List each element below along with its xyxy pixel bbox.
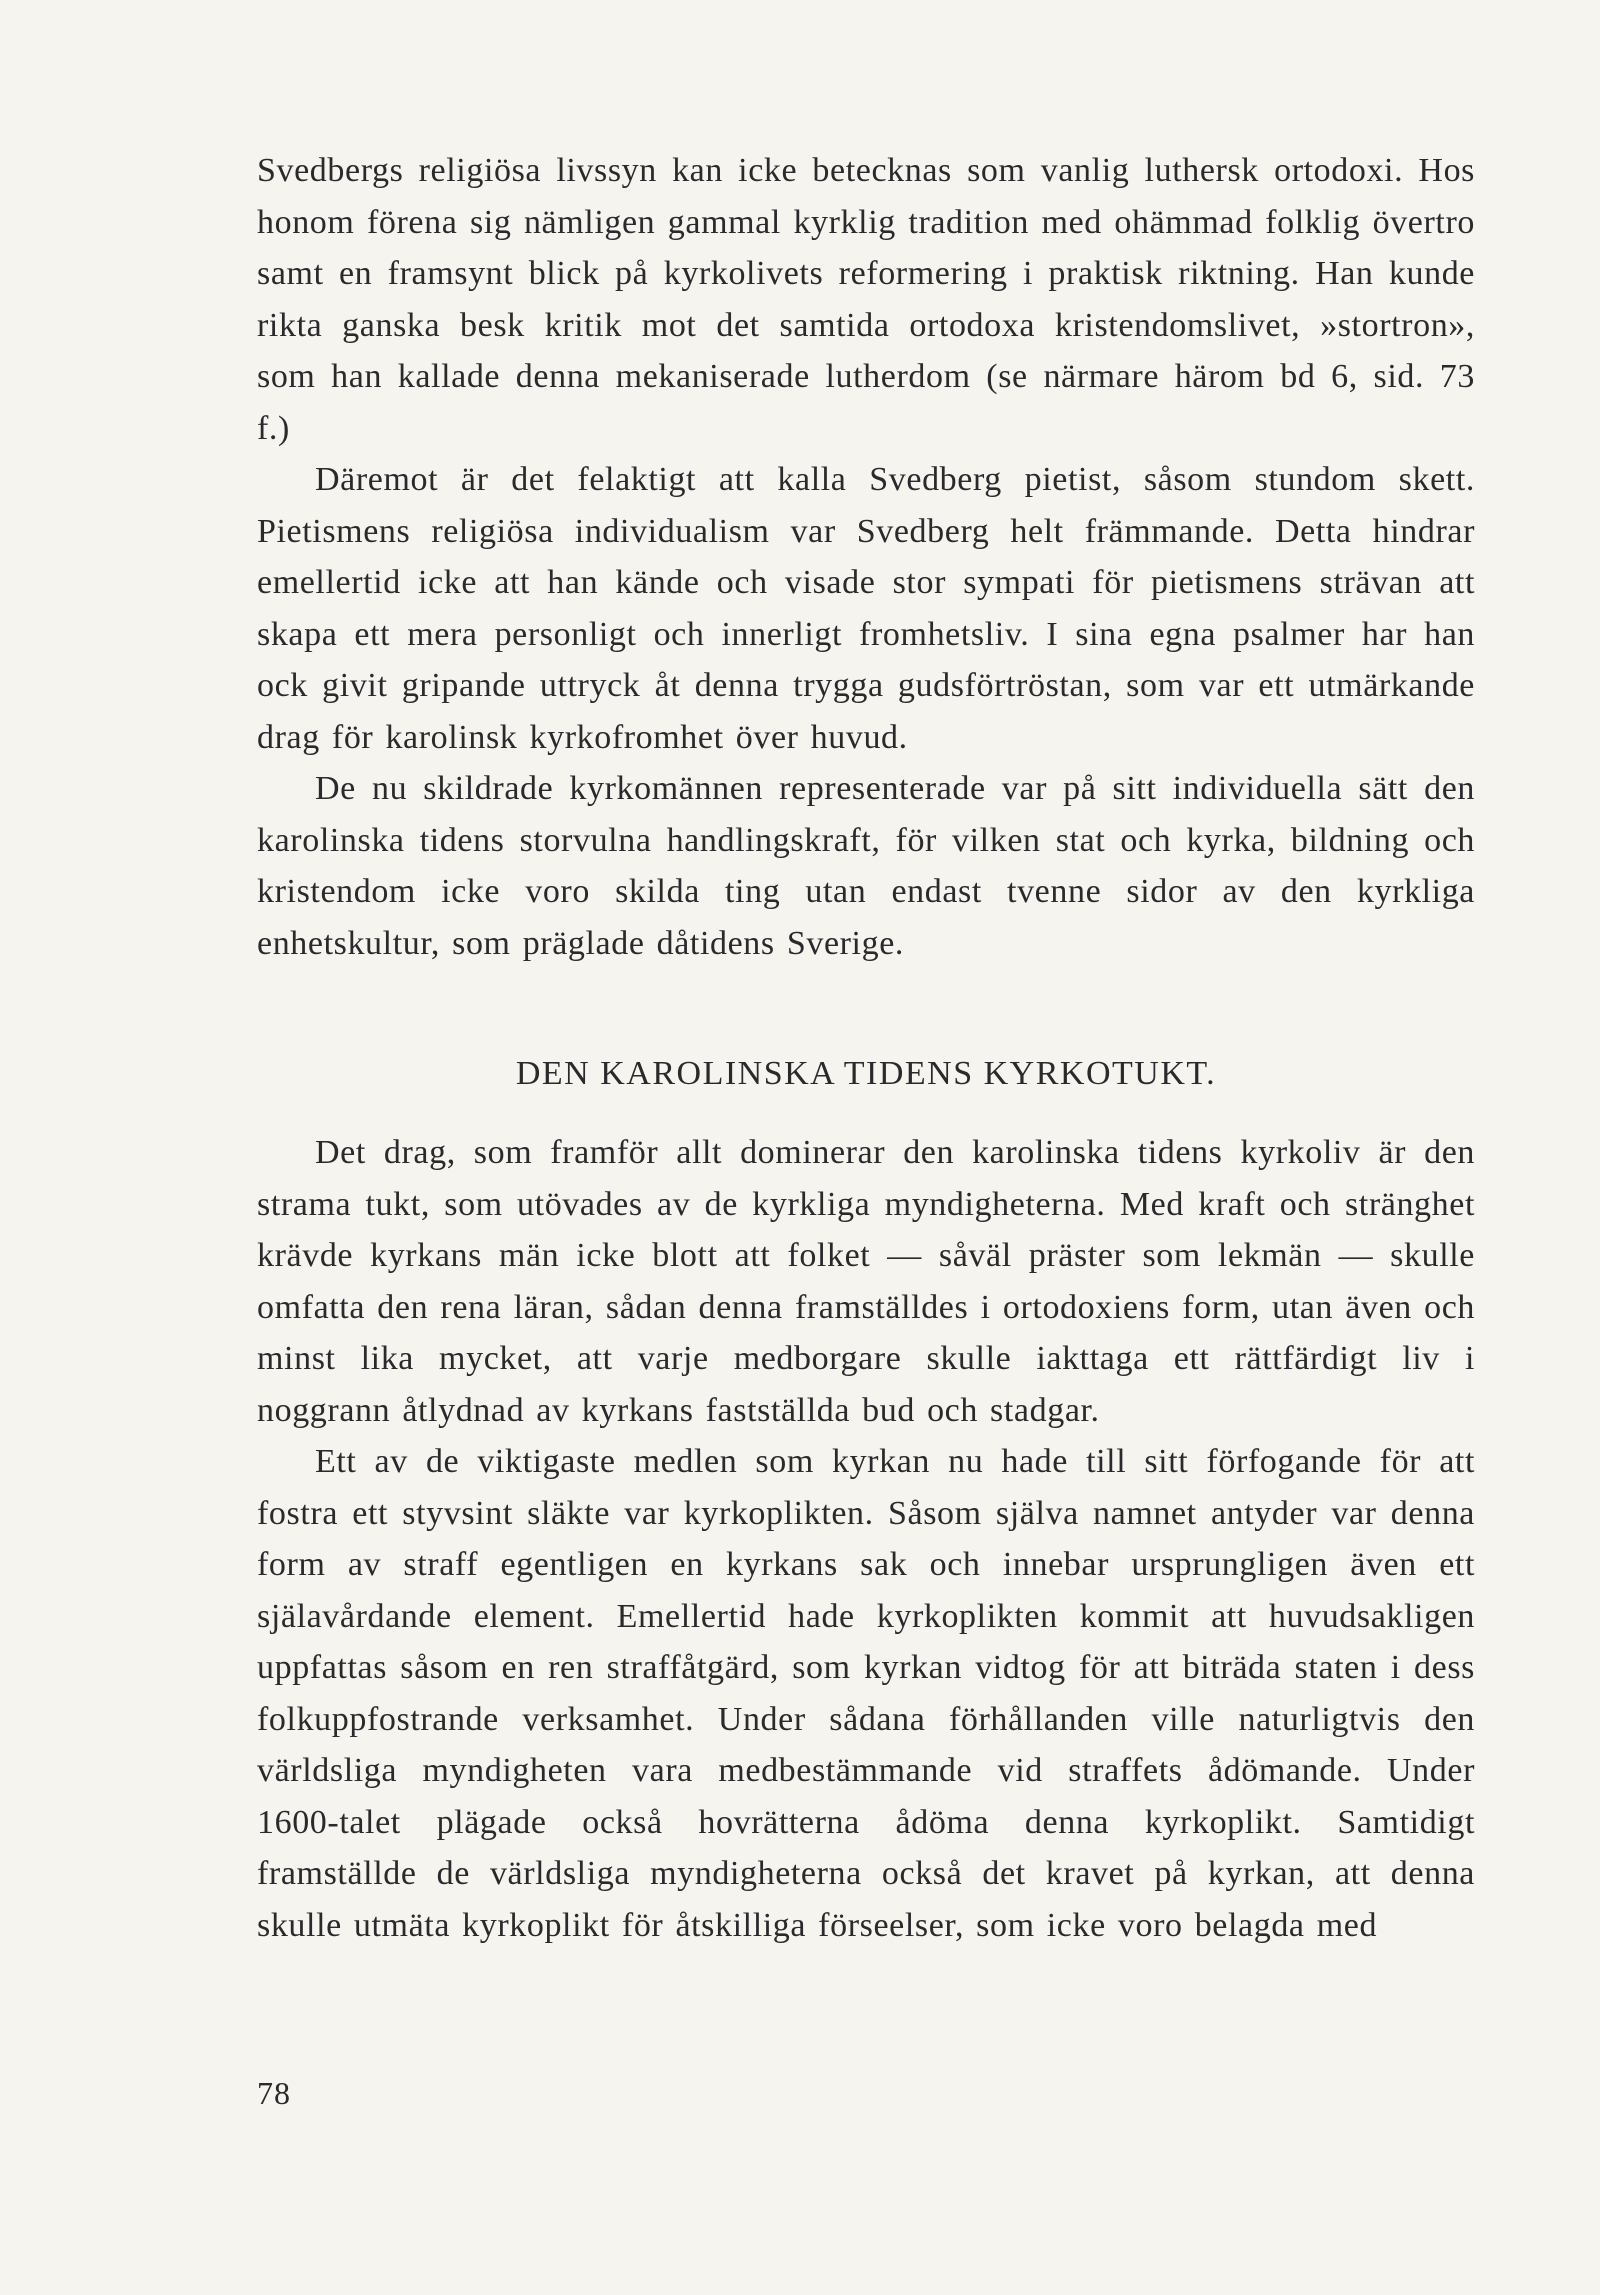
body-text-top [257,145,1475,969]
paragraph-church-men: De nu skildrade kyrkomännen representerade var på sitt individuella sätt den karolinska tidens storvulna handlingskraft, för vilken stat och kyrka, bildning och kristendom icke voro skilda ting utan endast tvenne sidor av den kyrkliga enhetskultur, som präglade dåtidens Sverige. [257,770,1475,962]
paragraph-church-penance: Ett av de viktigaste medlen som kyrkan nu hade till sitt förfogande för att fostra ett styvsint släkte var kyrkoplikten. Såsom själva namnet antyder var denna form av straff egentligen en kyrkans sak och innebar ursprungligen även ett själavårdande element. Emellertid hade kyrkoplikten kommit att huvudsakligen uppfattas såsom en ren straffåtgärd, som kyrkan vidtog för att biträda staten i dess folkuppfostrande verksamhet. Under sådana förhållanden ville naturligtvis den världsliga myndigheten vara medbestämmande vid straffets ådömande. Under 1600-talet plägade också hovrätterna ådöma denna kyrkoplikt. Samtidigt framställde de världsliga myndigheterna också det kravet på kyrkan, att denna skulle utmäta kyrkoplikt för åtskilliga förseelser, som icke voro belagda med [257,1443,1475,1944]
section-heading: DEN KAROLINSKA TIDENS KYRKOTUKT. [515,1055,1217,1092]
paragraph-church-discipline: Det drag, som framför allt dominerar den karolinska tidens kyrkoliv är den strama tukt, som utövades av de kyrkliga myndigheterna. Med kraft och stränghet krävde kyrkans män icke blott att folket — såväl präster som lekmän — skulle omfatta den rena läran, sådan denna framställdes i ortodoxiens form, utan även och minst lika mycket, att varje medborgare skulle iakttaga ett rättfärdigt liv i noggrann åtlydnad av kyrkans fastställda bud och stadgar. [257,1134,1475,1429]
paragraph-pietism: Däremot är det felaktigt att kalla Svedberg pietist, såsom stundom skett. Pietismens religiösa individualism var Svedberg helt främmande. Detta hindrar emellertid icke att han kände och visade stor sympati för pietismens strävan att skapa ett mera personligt och innerligt fromhetsliv. I sina egna psalmer har han ock givit gripande uttryck åt denna trygga gudsförtröstan, som var ett utmärkande drag för karolinsk kyrkofromhet över huvud. [257,461,1475,756]
body-text-bottom [257,1127,1475,1951]
paragraph-svedberg-religion: Svedbergs religiösa livssyn kan icke betecknas som vanlig luthersk ortodoxi. Hos honom förena sig nämligen gammal kyrklig tradition med ohämmad folklig övertro samt en framsynt blick på kyrkolivets reformering i praktisk riktning. Han kunde rikta ganska besk kritik mot det samtida ortodoxa kristendomslivet, »stortron», som han kallade denna mekaniserade lutherdom (se närmare härom bd 6, sid. 73 f.) [257,152,1475,447]
page-number: 78 [257,2075,291,2111]
